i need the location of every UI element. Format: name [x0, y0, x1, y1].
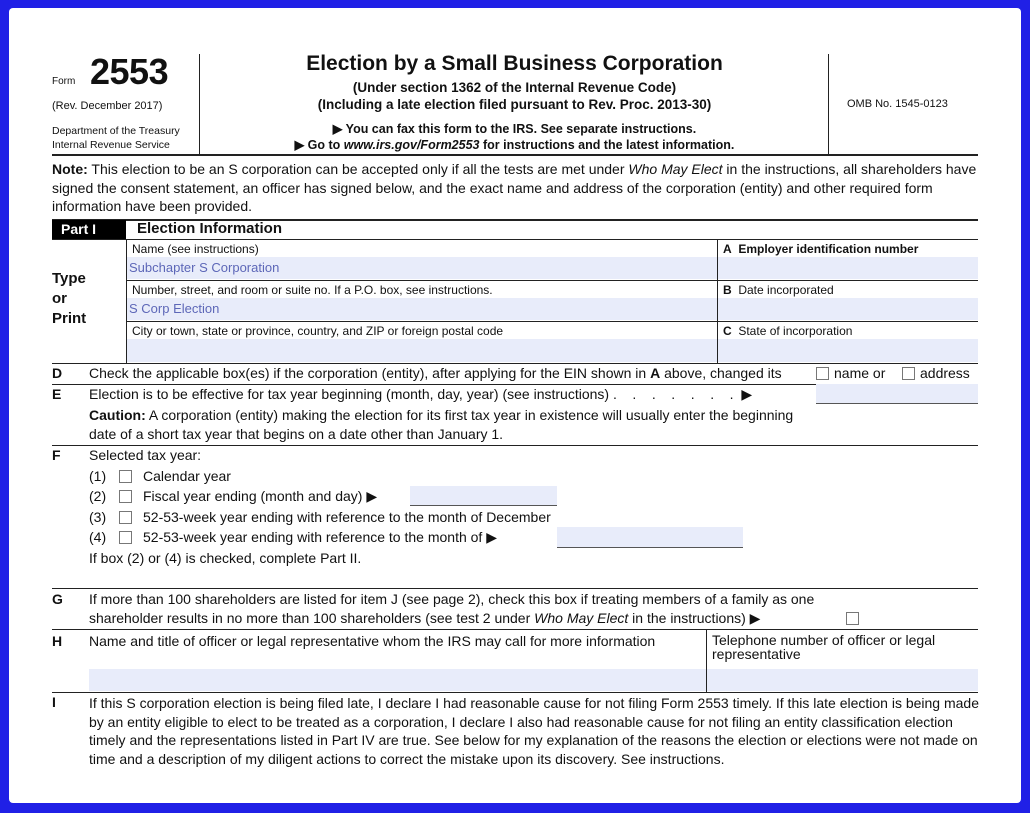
calendar-year-checkbox[interactable] [119, 470, 132, 483]
address-changed-label: address [920, 365, 970, 381]
ein-letter: A [723, 242, 732, 256]
line-g-letter: G [52, 591, 63, 607]
name-changed-checkbox[interactable] [816, 367, 829, 380]
line-h-letter: H [52, 633, 63, 649]
line-d-bold: A [650, 365, 661, 381]
late-election-paragraph: If this S corporation election is being filed late, I declare I had reasonable cause for not filing Form 2553 timely. If this late election is being made by an entity eligible to elect to be treated as a corporation, I declare I also had reasonable cause for not filing an entity classification election timely and the representations listed in Part IV are true. See below for my explanation of the reasons the election or elections were not made on time and a description of my diligent actions to correct the mistake upon its discovery. See instructions. [89, 695, 980, 767]
line-g-text-1: If more than 100 shareholders are listed for item J (see page 2), check this box if treating members of a family as one [89, 591, 815, 607]
name-changed-label: name or [834, 365, 886, 381]
month-field[interactable] [557, 527, 743, 548]
part1-bottom-rule [52, 363, 978, 364]
line-h-rule [52, 692, 978, 693]
header-rule [52, 154, 978, 156]
line-d-letter: D [52, 365, 63, 381]
note-text-2: in the instructions, all shareholders have signed the consent statement, an officer has signed below, and the exact name and address of the corporation (entity) and other required form information have been provided. [52, 161, 977, 214]
line-e-rule [52, 445, 978, 446]
phone-label: Telephone number of officer or legal representative [712, 632, 936, 662]
ein-label [723, 242, 918, 256]
header-divider-left [199, 54, 200, 154]
december-52-53-checkbox[interactable] [119, 511, 132, 524]
calendar-year-label: Calendar year [143, 468, 231, 484]
street-label: Number, street, and room or suite no. If a P.O. box, see instructions. [132, 283, 493, 297]
fiscal-year-field[interactable] [410, 486, 557, 506]
line-d-text-1: Check the applicable box(es) if the corporation (entity), after applying for the EIN shown in [89, 365, 651, 381]
state-incorporation-label [723, 324, 852, 338]
type-or-print-2: or [52, 290, 67, 307]
goto-suffix: for instructions and the latest information. [479, 138, 735, 152]
line-e-text: Election is to be effective for tax year beginning (month, day, year) (see instructions) . . . . . . . ▶ [89, 386, 753, 402]
street-value: S Corp Election [129, 301, 220, 316]
line-d-text [89, 365, 782, 381]
line-g-italic: Who May Elect [534, 610, 629, 626]
state-incorporation-field[interactable] [718, 339, 978, 362]
name-field[interactable] [127, 257, 717, 279]
type-or-print-3: Print [52, 310, 87, 327]
note-paragraph [52, 160, 978, 216]
omb-number: OMB No. 1545-0123 [847, 98, 948, 110]
ein-field[interactable] [718, 257, 978, 279]
fiscal-year-label: Fiscal year ending (month and day) ▶ [143, 488, 378, 504]
line-d-text-2: above, changed its [660, 365, 782, 381]
line-g-text-2 [89, 610, 760, 627]
option-2-number: (2) [89, 488, 107, 504]
caution-label: Caution: [89, 407, 146, 423]
fiscal-year-checkbox[interactable] [119, 490, 132, 503]
month-52-53-checkbox[interactable] [119, 531, 132, 544]
line-g-rule [52, 629, 978, 630]
ein-text: Employer identification number [738, 242, 919, 256]
street-row-rule [126, 321, 978, 322]
irs-url-link[interactable]: www.irs.gov/Form2553 [343, 138, 480, 152]
type-or-print-1: Type [52, 270, 86, 287]
form-label: Form [52, 76, 76, 87]
revision-date: (Rev. December 2017) [52, 100, 163, 112]
date-incorporated-text: Date incorporated [738, 283, 834, 297]
officer-name-field[interactable] [89, 669, 706, 691]
note-italic: Who May Elect [628, 161, 723, 177]
name-label: Name (see instructions) [132, 242, 259, 256]
note-text-1: This election to be an S corporation can be accepted only if all the tests are met under [87, 161, 629, 177]
form-number: 2553 [90, 51, 169, 92]
line-f-note: If box (2) or (4) is checked, complete Part II. [89, 550, 362, 566]
address-changed-checkbox[interactable] [902, 367, 915, 380]
line-h-label: Name and title of officer or legal representative whom the IRS may call for more information [89, 633, 656, 649]
line-g-text-2-pre: shareholder results in no more than 100 shareholders (see test 2 under [89, 610, 535, 626]
header-divider-right [828, 54, 829, 154]
subtitle-late-election: (Including a late election filed pursuant to Rev. Proc. 2013-30) [317, 97, 712, 112]
goto-prefix: ▶ Go to [294, 138, 344, 152]
option-1-number: (1) [89, 468, 107, 484]
fax-notice: ▶ You can fax this form to the IRS. See separate instructions. [332, 122, 697, 136]
option-4-number: (4) [89, 529, 107, 545]
line-f-rule [52, 588, 978, 589]
part1-header-rule [52, 239, 978, 240]
goto-notice [201, 137, 828, 152]
date-incorporated-label [723, 283, 834, 297]
line-g-text-2-post: in the instructions) ▶ [628, 610, 761, 626]
subtitle-section: (Under section 1362 of the Internal Revenue Code) [352, 80, 677, 95]
note-label: Note: [52, 161, 88, 177]
part1-badge: Part I [52, 220, 126, 239]
month-52-53-label: 52-53-week year ending with reference to the month of ▶ [143, 529, 497, 545]
caution-text: A corporation (entity) making the election for its first tax year in existence will usually enter the beginning date of a short tax year that begins on a date other than January 1. [89, 407, 794, 442]
phone-field[interactable] [707, 669, 978, 691]
family-members-checkbox[interactable] [846, 612, 859, 625]
line-i-letter: I [52, 694, 56, 710]
part1-title: Election Information [137, 220, 283, 237]
date-incorporated-field[interactable] [718, 298, 978, 320]
line-f-letter: F [52, 447, 61, 463]
name-row-rule [126, 280, 978, 281]
name-value: Subchapter S Corporation [129, 260, 280, 275]
department: Department of the Treasury [52, 125, 180, 137]
city-label: City or town, state or province, country, and ZIP or foreign postal code [132, 324, 504, 338]
line-f-heading: Selected tax year: [89, 447, 202, 463]
caution-paragraph [89, 406, 809, 444]
city-field[interactable] [127, 339, 717, 362]
form-title: Election by a Small Business Corporation [306, 52, 723, 75]
state-incorporation-letter: C [723, 324, 732, 338]
agency: Internal Revenue Service [52, 139, 170, 151]
option-3-number: (3) [89, 509, 107, 525]
date-incorporated-letter: B [723, 283, 732, 297]
form-page [9, 8, 1021, 803]
street-field[interactable] [127, 298, 717, 320]
effective-date-field[interactable] [816, 384, 978, 404]
line-e-letter: E [52, 386, 62, 402]
december-52-53-label: 52-53-week year ending with reference to the month of December [143, 509, 551, 525]
state-incorporation-text: State of incorporation [738, 324, 853, 338]
